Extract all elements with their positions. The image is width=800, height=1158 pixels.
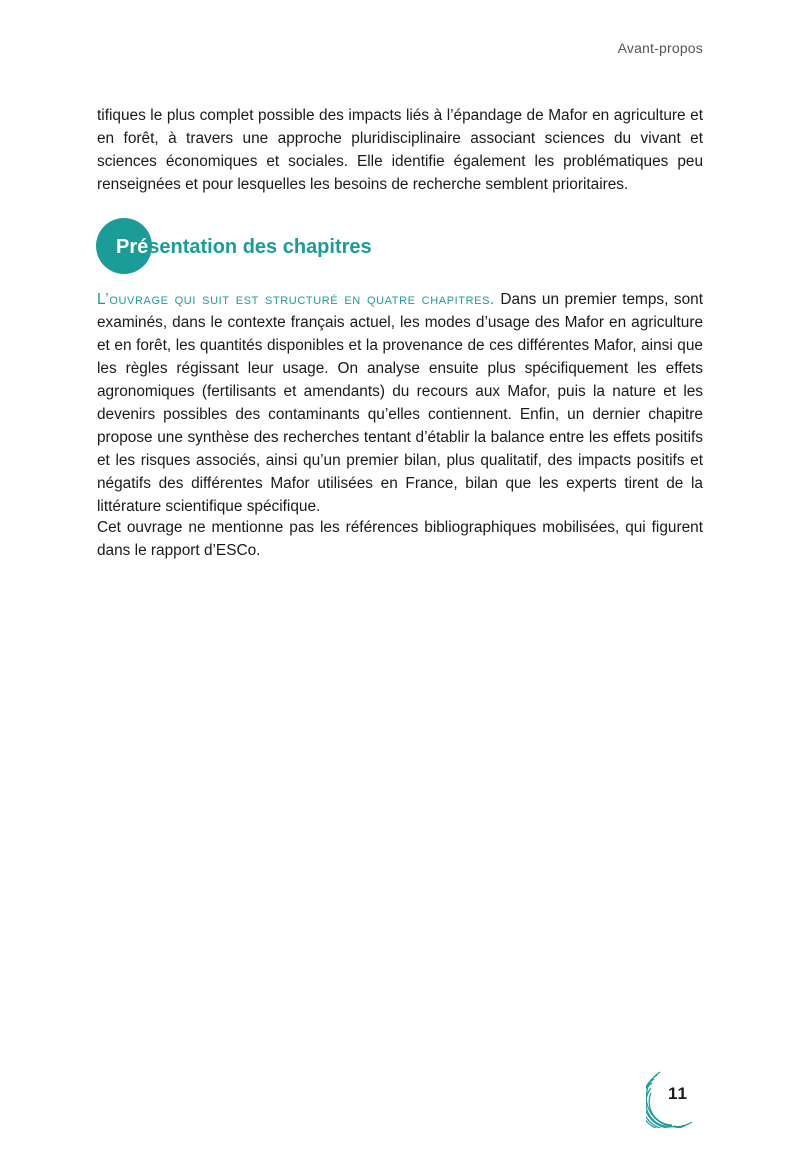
section-title: [116, 235, 372, 259]
page-number-badge: [646, 1068, 706, 1128]
chapters-body: Dans un premier temps, sont examinés, dans le contexte français actuel, les modes d’usage des Mafor en agriculture et en forêt, les quantités disponibles et la provenance de ces différentes Mafor, ainsi que les règles régissant leur usage. On analyse ensuite plus spécifiquement les effets agronomiques (fertilisants et amendants) du recours aux Mafor, puis la nature et les devenirs possibles des contaminants qu’elles contiennent. Enfin, un dernier chapitre propose une synthèse des recherches tentant d’établir la balance entre les effets positifs et les risques associés, ainsi qu’un premier bilan, plus qualitatif, des impacts positifs et négatifs des différentes Mafor utilisées en France, bilan que les experts tirent de la littérature scientifique spécifique.: [97, 291, 703, 515]
page-number: 11: [668, 1084, 688, 1103]
section-title-part2: sentation des chapitres: [148, 236, 372, 258]
running-header-title: Avant-propos: [617, 40, 703, 56]
chapters-paragraph: [97, 288, 703, 518]
references-paragraph: Cet ouvrage ne mentionne pas les références bibliographiques mobilisées, qui figurent dans le rapport d’ESCo.: [97, 519, 703, 559]
intro-paragraph: tifiques le plus complet possible des impacts liés à l’épandage de Mafor en agriculture et en forêt, à travers une approche pluridisciplinaire associant sciences du vivant et sciences économiques et sociales. Elle identifie également les problématiques peu renseignées et pour lesquelles les besoins de recherche semblent prioritaires.: [97, 107, 703, 193]
section-heading: [96, 218, 516, 274]
chapters-lead-in: L’ouvrage qui suit est structuré en quatre chapitres.: [97, 291, 495, 308]
section-title-part1: Pré: [116, 236, 149, 258]
